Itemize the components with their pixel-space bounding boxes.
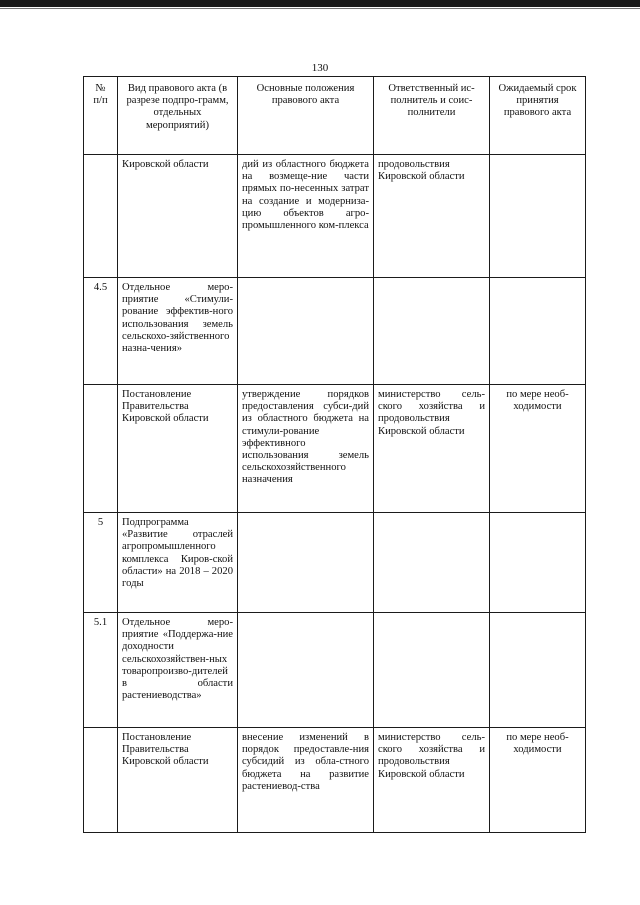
row-due-date: по мере необ-ходимости — [490, 385, 586, 513]
row-due-date — [490, 513, 586, 613]
row-executor — [374, 278, 490, 385]
row-content: дий из областного бюджета на возмеще-ние части прямых по-несенных затрат на создание и модерниза-цию объектов агро-промышленного ком-плекса — [238, 155, 374, 278]
scan-top-line — [0, 8, 640, 9]
row-number — [84, 728, 118, 833]
table-row — [84, 155, 586, 278]
row-due-date — [490, 278, 586, 385]
header-executor: Ответственный ис-полнитель и соис-полнители — [374, 77, 490, 155]
row-due-date — [490, 613, 586, 728]
header-due-date: Ожидаемый срок принятия правового акта — [490, 77, 586, 155]
legal-acts-table — [83, 76, 586, 833]
table-row — [84, 278, 586, 385]
table-row — [84, 385, 586, 513]
row-executor — [374, 613, 490, 728]
table-header-row — [84, 77, 586, 155]
row-executor: министерство сель-ского хозяйства и продовольствия Кировской области — [374, 385, 490, 513]
row-act-type: Постановление Правительства Кировской области — [118, 385, 238, 513]
table-row — [84, 728, 586, 833]
row-content: внесение изменений в порядок предоставле-ния субсидий из обла-стного бюджета на развитие растениевод-ства — [238, 728, 374, 833]
row-content: утверждение порядков предоставления субси-дий из областного бюджета на стимули-рование эффективного использования земель сельскохозяйственного назначения — [238, 385, 374, 513]
page-number: 130 — [311, 62, 329, 74]
row-act-type: Подпрограмма «Развитие отраслей агропромышленного комплекса Киров-ской области» на 2018 – 2020 годы — [118, 513, 238, 613]
row-number — [84, 385, 118, 513]
row-executor — [374, 513, 490, 613]
table-row — [84, 613, 586, 728]
row-content — [238, 613, 374, 728]
row-content — [238, 278, 374, 385]
row-act-type: Отдельное меро-приятие «Поддержа-ние доходности сельскохозяйствен-ных товаропроизво-дителей в области растениеводства» — [118, 613, 238, 728]
table-row — [84, 513, 586, 613]
row-executor: продовольствия Кировской области — [374, 155, 490, 278]
row-number: 5.1 — [84, 613, 118, 728]
row-due-date: по мере необ-ходимости — [490, 728, 586, 833]
row-content — [238, 513, 374, 613]
header-content: Основные положения правового акта — [238, 77, 374, 155]
row-number — [84, 155, 118, 278]
header-number: № п/п — [84, 77, 118, 155]
header-act-type: Вид правового акта (в разрезе подпро-грамм, отдельных мероприятий) — [118, 77, 238, 155]
row-number: 5 — [84, 513, 118, 613]
row-number: 4.5 — [84, 278, 118, 385]
row-act-type: Постановление Правительства Кировской области — [118, 728, 238, 833]
row-act-type: Отдельное меро-приятие «Стимули-рование эффектив-ного использования земель сельскохо-зяйственного назна-чения» — [118, 278, 238, 385]
row-executor: министерство сель-ского хозяйства и продовольствия Кировской области — [374, 728, 490, 833]
scan-top-border — [0, 0, 640, 7]
row-act-type: Кировской области — [118, 155, 238, 278]
row-due-date — [490, 155, 586, 278]
